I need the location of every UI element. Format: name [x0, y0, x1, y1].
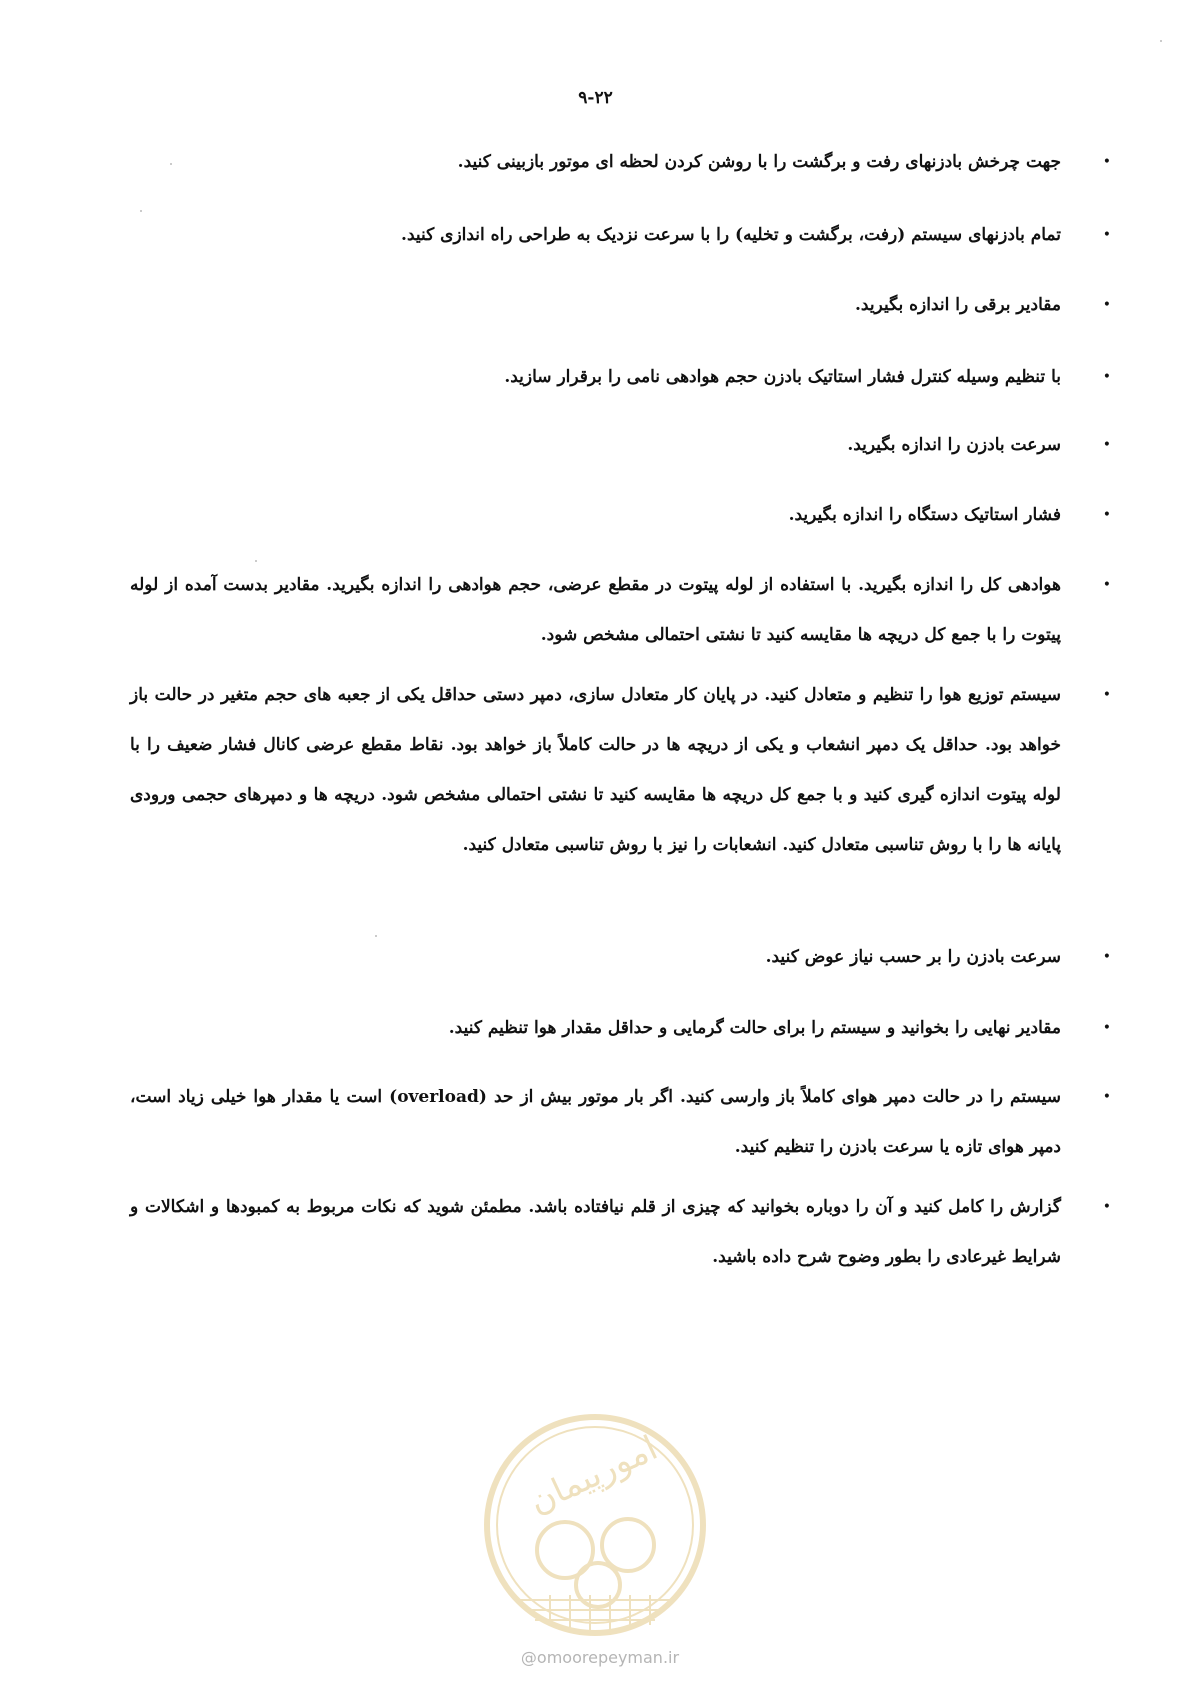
bullet-icon: •	[1102, 577, 1111, 593]
list-item: سیستم را در حالت دمپر هوای کاملاً باز وارسی کنید. اگر بار موتور بیش از حد (overload) است یا مقدار هوا خیلی زیاد است، دمپر هوای تازه یا سرعت بادزن را تنظیم کنید.	[130, 1087, 1061, 1157]
list-item: مقادیر نهایی را بخوانید و سیستم را برای حالت گرمایی و حداقل مقدار هوا تنظیم کنید.	[448, 1018, 1061, 1038]
bullet-icon: •	[1102, 297, 1111, 313]
list-item: با تنظیم وسیله کنترل فشار استاتیک بادزن حجم هوادهی نامی را برقرار سازید.	[504, 367, 1061, 387]
list-item: مقادیر برقی را اندازه بگیرید.	[854, 295, 1061, 315]
bullet-icon: •	[1102, 949, 1111, 965]
list-item: فشار استاتیک دستگاه را اندازه بگیرید.	[788, 505, 1061, 525]
scan-speck	[140, 210, 142, 212]
list-item: جهت چرخش بادزنهای رفت و برگشت را با روشن کردن لحظه ای موتور بازبینی کنید.	[457, 152, 1061, 172]
bullet-icon: •	[1102, 227, 1111, 243]
scan-speck	[375, 935, 377, 937]
bullet-icon: •	[1102, 437, 1111, 453]
list-item: هوادهی کل را اندازه بگیرید. با استفاده از لوله پیتوت در مقطع عرضی، حجم هوادهی را اندازه بگیرید. مقادیر بدست آمده از لوله پیتوت را با جمع کل دریچه ها مقایسه کنید تا نشتی احتمالی مشخص شود.	[130, 575, 1061, 645]
list-item: تمام بادزنهای سیستم (رفت، برگشت و تخلیه) را با سرعت نزدیک به طراحی راه اندازی کنید.	[401, 225, 1061, 245]
bullet-icon: •	[1102, 369, 1111, 385]
scan-speck	[255, 560, 257, 562]
watermark-logo-icon	[480, 1410, 710, 1640]
watermark-logo-text: امورپیمان	[523, 1428, 664, 1522]
bullet-icon: •	[1102, 687, 1111, 703]
list-item: سرعت بادزن را اندازه بگیرید.	[847, 435, 1061, 455]
watermark-url: @omoorepeyman.ir	[520, 1648, 680, 1667]
list-item: سرعت بادزن را بر حسب نیاز عوض کنید.	[765, 947, 1061, 967]
page-number: ۹-۲۲	[578, 88, 613, 108]
scan-speck	[1160, 40, 1162, 42]
bullet-icon: •	[1102, 1089, 1111, 1105]
bullet-icon: •	[1102, 154, 1111, 170]
bullet-icon: •	[1102, 507, 1111, 523]
bullet-icon: •	[1102, 1020, 1111, 1036]
scan-speck	[170, 163, 172, 165]
list-item: گزارش را کامل کنید و آن را دوباره بخوانید که چیزی از قلم نیافتاده باشد. مطمئن شوید که نکات مربوط به کمبودها و اشکالات و شرایط غیرعادی را بطور وضوح شرح داده باشید.	[130, 1197, 1061, 1267]
list-item: سیستم توزیع هوا را تنظیم و متعادل کنید. در پایان کار متعادل سازی، دمپر دستی حداقل یکی از جعبه های حجم متغیر در حالت باز خواهد بود. حداقل یک دمپر انشعاب و یکی از دریچه ها در حالت کاملاً باز خواهد بود. نقاط مقطع عرضی کانال فشار ضعیف را با لوله پیتوت اندازه گیری کنید و با جمع کل دریچه ها مقایسه کنید تا نشتی احتمالی مشخص شود. دریچه ها و دمپرهای حجمی ورودی پایانه ها را با روش تناسبی متعادل کنید. انشعابات را نیز با روش تناسبی متعادل کنید.	[130, 685, 1061, 855]
bullet-icon: •	[1102, 1199, 1111, 1215]
